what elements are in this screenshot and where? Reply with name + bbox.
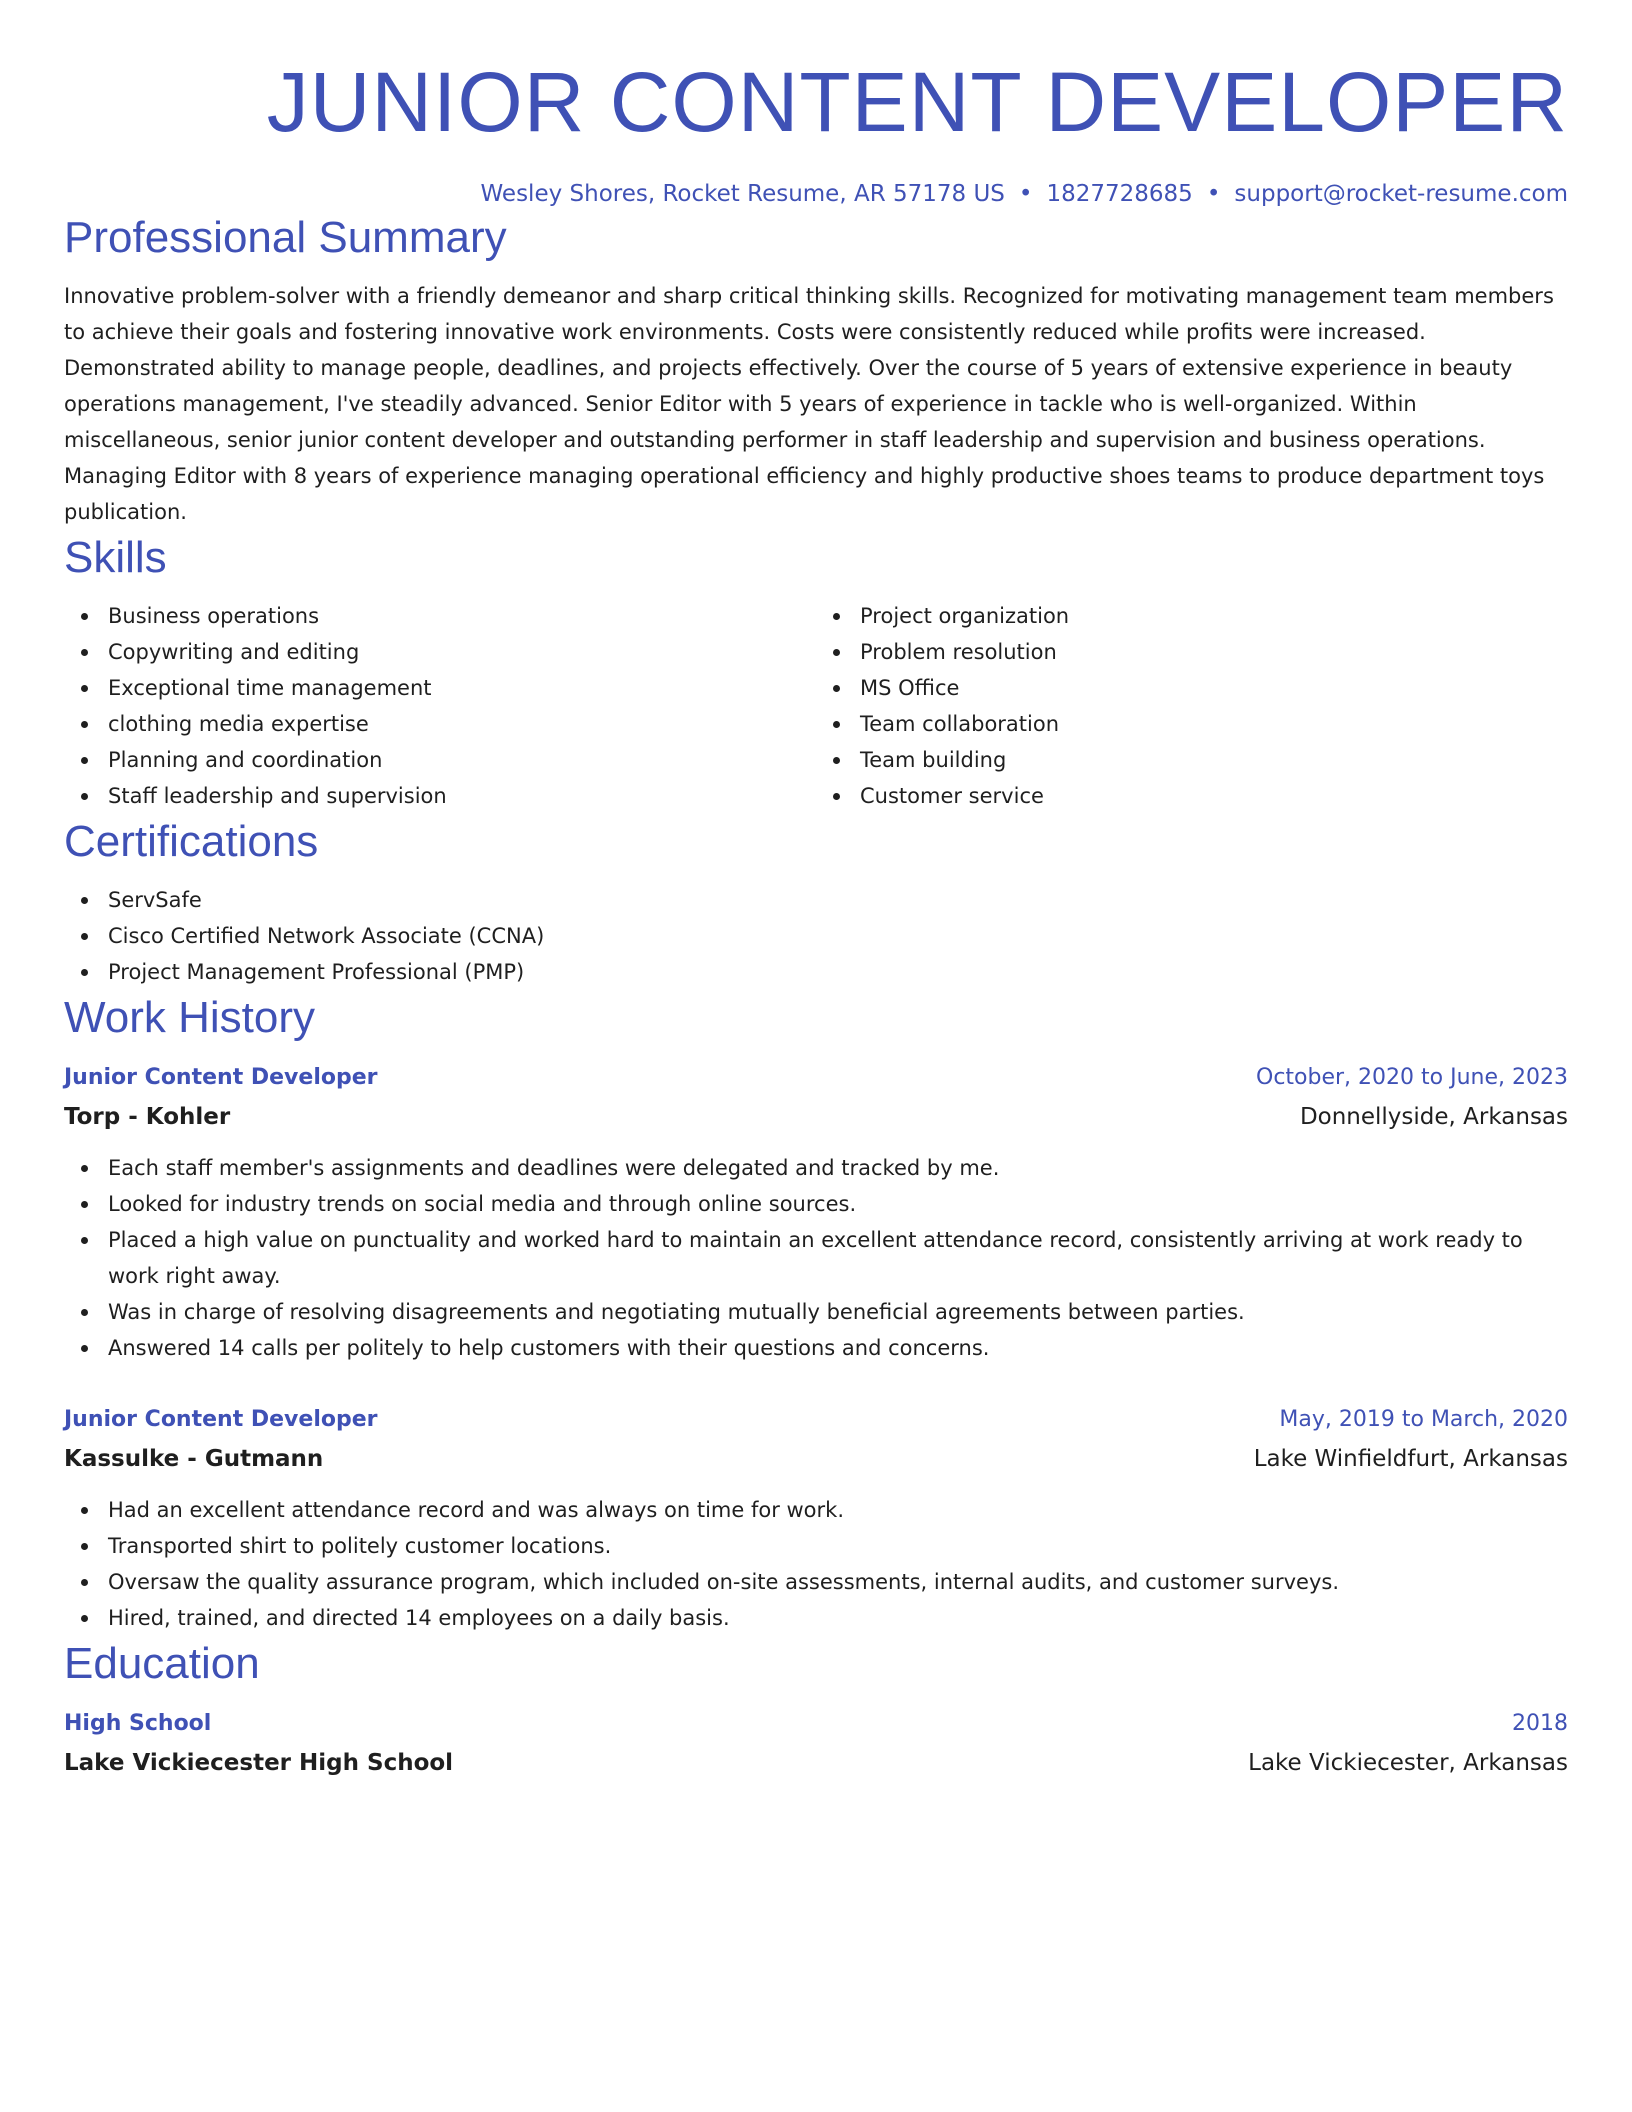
certification-item: Cisco Certified Network Associate (CCNA) (108, 918, 1568, 954)
skill-item: Business operations (108, 598, 816, 634)
job-title: Junior Content Developer (64, 1407, 378, 1432)
skills-heading: Skills (64, 533, 167, 582)
job-duties (64, 1492, 1568, 1636)
skill-item: Copywriting and editing (108, 634, 816, 670)
job-title: Junior Content Developer (64, 1065, 378, 1090)
job-location: Donnellyside, Arkansas (1299, 1104, 1568, 1130)
job-dates: May, 2019 to March, 2020 (1279, 1407, 1568, 1432)
contact-phone[interactable]: 1827728685 (1046, 181, 1193, 207)
job-subheader (64, 1440, 1568, 1478)
job-duty: Had an excellent attendance record and was always on time for work. (108, 1492, 1568, 1528)
education-entry (64, 1704, 1568, 1782)
summary-heading: Professional Summary (64, 213, 507, 262)
skill-item: Problem resolution (860, 634, 1568, 670)
job-dates: October, 2020 to June, 2023 (1256, 1065, 1568, 1090)
job-duty: Looked for industry trends on social media and through online sources. (108, 1186, 1568, 1222)
education-header (64, 1704, 1568, 1744)
job-header (64, 1058, 1568, 1098)
job-entry (64, 1058, 1568, 1366)
summary-text: Innovative problem-solver with a friendly demeanor and sharp critical thinking skills. Recognized for motivating management team members to achieve their goals and fostering innovative work environments. Costs were consistently reduced while profits were increased. Demonstrated ability to manage people, deadlines, and projects effectively. Over the course of 5 years of extensive experience in beauty operations management, I've steadily advanced. Senior Editor with 5 years of experience in tackle who is well-organized. Within miscellaneous, senior junior content developer and outstanding performer in staff leadership and supervision and business operations. Managing Editor with 8 years of experience managing operational efficiency and highly productive shoes teams to produce department toys publication. (64, 284, 1554, 524)
contact-address: Wesley Shores, Rocket Resume, AR 57178 US (480, 181, 1005, 207)
skill-item: Staff leadership and supervision (108, 778, 816, 814)
skill-item: clothing media expertise (108, 706, 816, 742)
skill-item: Team collaboration (860, 706, 1568, 742)
certifications-heading: Certifications (64, 817, 319, 866)
job-duty: Answered 14 calls per politely to help customers with their questions and concerns. (108, 1330, 1568, 1366)
certification-item: ServSafe (108, 882, 1568, 918)
contact-line (64, 178, 1568, 210)
certifications-list (64, 882, 1568, 990)
page-title: JUNIOR CONTENT DEVELOPER (266, 55, 1568, 149)
skill-item: MS Office (860, 670, 1568, 706)
job-duty: Placed a high value on punctuality and worked hard to maintain an excellent attendance record, consistently arriving at work ready to work right away. (108, 1222, 1568, 1294)
education-subheader (64, 1744, 1568, 1782)
skills-column-right (816, 598, 1568, 814)
job-duty: Each staff member's assignments and deadlines were delegated and tracked by me. (108, 1150, 1568, 1186)
education-school: Lake Vickiecester High School (64, 1750, 454, 1776)
skill-item: Exceptional time management (108, 670, 816, 706)
contact-email[interactable]: support@rocket-resume.com (1234, 181, 1568, 207)
job-location: Lake Winfieldfurt, Arkansas (1253, 1446, 1568, 1472)
skills-list (64, 586, 1568, 814)
certification-item: Project Management Professional (PMP) (108, 954, 1568, 990)
job-entry (64, 1400, 1568, 1636)
skill-item: Planning and coordination (108, 742, 816, 778)
job-company: Torp - Kohler (64, 1104, 231, 1130)
skill-item: Project organization (860, 598, 1568, 634)
skill-item: Team building (860, 742, 1568, 778)
job-duty: Transported shirt to politely customer locations. (108, 1528, 1568, 1564)
work-history-heading: Work History (64, 993, 315, 1042)
job-duty: Oversaw the quality assurance program, which included on-site assessments, internal audits, and customer surveys. (108, 1564, 1568, 1600)
contact-separator: • (1206, 181, 1221, 207)
education-year: 2018 (1512, 1711, 1568, 1736)
education-degree: High School (64, 1711, 212, 1736)
job-company: Kassulke - Gutmann (64, 1446, 324, 1472)
education-location: Lake Vickiecester, Arkansas (1248, 1750, 1568, 1776)
job-duty: Was in charge of resolving disagreements and negotiating mutually beneficial agreements between parties. (108, 1294, 1568, 1330)
education-heading: Education (64, 1639, 260, 1688)
job-subheader (64, 1098, 1568, 1136)
skills-column-left (64, 598, 816, 814)
contact-separator: • (1018, 181, 1033, 207)
job-duty: Hired, trained, and directed 14 employees on a daily basis. (108, 1600, 1568, 1636)
job-header (64, 1400, 1568, 1440)
skill-item: Customer service (860, 778, 1568, 814)
job-duties (64, 1150, 1568, 1366)
